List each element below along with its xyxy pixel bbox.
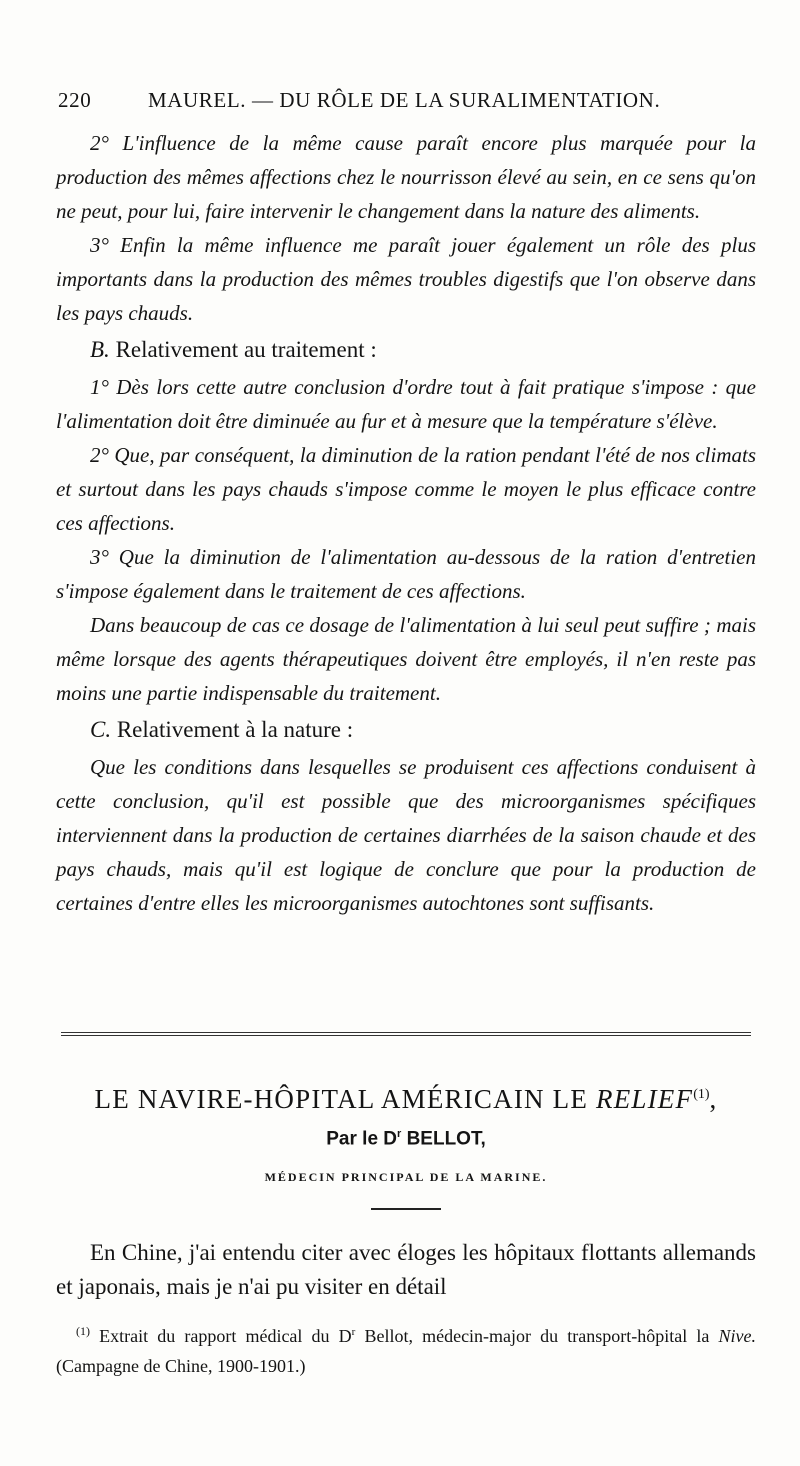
section-b-heading-text: Relativement au traitement : — [115, 337, 377, 362]
body-text — [56, 126, 756, 920]
section-b-point-2: 2° Que, par conséquent, la diminution de la ration pendant l'été de nos climats et surtout dans les pays chauds s'impose comme le moyen le plus efficace contre ces affections. — [56, 443, 756, 535]
byline — [56, 1128, 756, 1150]
footnote-ref: (1) — [693, 1087, 710, 1102]
section-a-point-2: 2° L'influence de la même cause paraît encore plus marquée pour la production des mêmes affections chez le nourrisson élevé au sein, en ce sens qu'on ne peut, pour lui, faire intervenir le changement dans la nature des aliments. — [56, 131, 756, 223]
footnote — [56, 1316, 756, 1381]
section-a-point-3: 3° Enfin la même influence me paraît jouer également un rôle des plus importants dans la production des mêmes troubles digestifs que l'on observe dans les pays chauds. — [56, 233, 756, 325]
section-c-heading — [90, 712, 756, 748]
footnote-ship: Nive. — [718, 1326, 756, 1346]
section-c-text: Que les conditions dans lesquelles se produisent ces affections conduisent à cette conclusion, qu'il est possible que des microorganismes spécifiques interviennent dans la production de certaines diarrhées de la saison chaude et des pays chauds, mais qu'il est logique de conclure que pour la production de certaines d'entre elles les microorganismes autochtones sont suffisants. — [56, 755, 756, 915]
byline-superscript: r — [397, 1128, 402, 1140]
byline-prefix: Par le D — [326, 1128, 398, 1150]
article-title-end: , — [709, 1084, 718, 1114]
book-page — [56, 0, 756, 1466]
author-role: MÉDECIN PRINCIPAL DE LA MARINE. — [264, 1170, 548, 1184]
article-title — [56, 1084, 756, 1115]
footnote-marker: (1) — [76, 1324, 90, 1338]
article-title-ship: RELIEF — [596, 1084, 694, 1114]
running-head — [56, 88, 756, 118]
section-divider — [61, 1032, 751, 1036]
section-b-closing: Dans beaucoup de cas ce dosage de l'alimentation à lui seul peut suffire ; mais même lorsque des agents thérapeutiques doivent être employés, il n'en reste pas moins une partie indispensable du traitement. — [56, 613, 756, 705]
footnote-text-b: Bellot, médecin-major du transport-hôpital la — [355, 1326, 719, 1346]
section-c-heading-text: Relativement à la nature : — [116, 717, 354, 742]
article-title-main: LE NAVIRE-HÔPITAL AMÉRICAIN LE — [94, 1084, 589, 1114]
article-intro: En Chine, j'ai entendu citer avec éloges les hôpitaux flottants allemands et japonais, mais je n'ai pu visiter en détail — [56, 1240, 756, 1299]
footnote-text-c: (Campagne de Chine, 1900-1901.) — [56, 1356, 306, 1376]
author-name: BELLOT, — [406, 1128, 486, 1150]
section-b-point-3: 3° Que la diminution de l'alimentation au-dessous de la ration d'entretien s'impose également dans le traitement de ces affections. — [56, 545, 756, 603]
section-b-heading — [90, 332, 756, 368]
section-b-point-1: 1° Dès lors cette autre conclusion d'ordre tout à fait pratique s'impose : que l'alimentation doit être diminuée au fur et à mesure que la température s'élève. — [56, 375, 756, 433]
section-c-letter: C. — [90, 717, 112, 742]
running-title: MAUREL. — DU RÔLE DE LA SURALIMENTATION. — [148, 88, 661, 112]
footnote-text-a: Extrait du rapport médical du D — [99, 1326, 352, 1346]
section-b-letter: B. — [90, 337, 110, 362]
page-number: 220 — [58, 88, 92, 112]
footnote-superscript: r — [351, 1326, 356, 1338]
title-rule — [371, 1208, 441, 1210]
